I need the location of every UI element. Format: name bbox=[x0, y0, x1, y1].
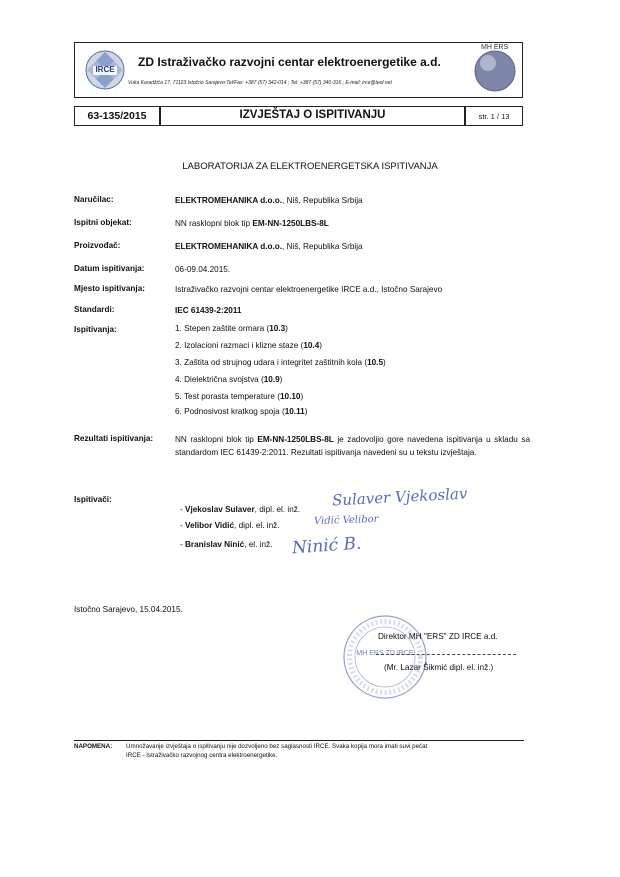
place-date: Istočno Sarajevo, 15.04.2015. bbox=[74, 605, 183, 614]
report-number: 63-135/2015 bbox=[87, 110, 147, 122]
note-label: NAPOMENA: bbox=[74, 743, 113, 750]
test-item bbox=[175, 392, 303, 401]
results-value bbox=[175, 433, 530, 459]
tester-bullet: - bbox=[180, 521, 186, 530]
tester-bullet: - bbox=[180, 505, 186, 514]
ispitivanja-label: Ispitivanja: bbox=[74, 325, 117, 334]
narucilac-name: ELEKTROMEHANIKA d.o.o. bbox=[175, 196, 283, 205]
test-item-text: 4. Dielektrična svojstva ( bbox=[175, 375, 264, 384]
irce-logo-text: IRCE bbox=[95, 65, 115, 74]
tester-item bbox=[180, 521, 280, 530]
note-separator bbox=[74, 740, 524, 741]
test-item-text: 5. Test porasta temperature ( bbox=[175, 392, 280, 401]
narucilac-label: Naručilac: bbox=[74, 195, 114, 204]
standardi-label: Standardi: bbox=[74, 305, 115, 314]
results-label: Rezultati ispitivanja: bbox=[74, 434, 154, 443]
test-item-text: 2. Izolacioni razmaci i klizne staze ( bbox=[175, 341, 304, 350]
tester-title: , dipl. el. inž. bbox=[254, 505, 301, 514]
test-item-end: ) bbox=[319, 341, 322, 350]
test-item-clause: 10.11 bbox=[284, 407, 305, 416]
test-item-clause: 10.5 bbox=[367, 358, 383, 367]
note-line-2: IRCE - Istraživačko razvojnog centra elektroenergetike. bbox=[126, 752, 278, 759]
director-signature-line bbox=[376, 654, 516, 655]
proizvodjac-rest: , Niš, Republika Srbija bbox=[282, 242, 363, 251]
test-item-end: ) bbox=[279, 375, 283, 384]
test-item-clause: 10.4 bbox=[303, 341, 320, 350]
test-item bbox=[175, 324, 288, 333]
signature-sulaver: Sulaver Vjekoslav bbox=[331, 484, 468, 510]
test-item bbox=[175, 407, 307, 416]
test-item-end: ) bbox=[383, 358, 386, 367]
test-item-clause: 10.3 bbox=[269, 324, 286, 333]
report-title: IZVJEŠTAJ O ISPITIVANJU bbox=[239, 109, 386, 121]
mh-ers-logo-text: MH ERS bbox=[481, 44, 509, 51]
tester-title: , dipl. el. inž. bbox=[234, 521, 280, 530]
proizvodjac-value bbox=[175, 240, 530, 253]
director-title: Direktor MH "ERS" ZD IRCE a.d. bbox=[378, 632, 498, 641]
tester-item bbox=[180, 540, 272, 549]
test-item-end: ) bbox=[304, 407, 308, 416]
proizvodjac-label: Proizvođač: bbox=[74, 241, 121, 250]
note-line-1: Umnožavanje izvještaja o ispitivanju nije dozvoljeno bez saglasnosti IRCE. Svaka kopija mora imati suvi pečat bbox=[126, 743, 428, 750]
results-prefix: NN rasklopni blok tip bbox=[175, 435, 258, 444]
mh-ers-logo bbox=[469, 44, 521, 96]
mjesto-label: Mjesto ispitivanja: bbox=[74, 284, 145, 293]
test-item-clause: 10.10 bbox=[279, 392, 301, 401]
tester-bullet: - bbox=[180, 540, 186, 549]
signature-vidic: Vidić Velibor bbox=[313, 513, 379, 528]
org-address: Vuka Karadžića 17, 71123 Istočno Sarajevo;Tel/Fax: +387 (57) 342-014 ; Tel: +387 (57) 340-316 ; E-mail: irce@teol.net bbox=[128, 80, 392, 86]
tester-name: Branislav Ninić bbox=[185, 540, 245, 549]
standardi-value: IEC 61439-2:2011 bbox=[175, 306, 242, 315]
objekat-label: Ispitni objekat: bbox=[74, 218, 132, 227]
test-item-clause: 10.9 bbox=[263, 375, 280, 384]
datum-value: 06-09.04.2015. bbox=[175, 265, 231, 274]
narucilac-rest: , Niš, Republika Srbija bbox=[282, 196, 363, 205]
test-item-text: 3. Zaštita od strujnog udara i integritet zaštitnih kola ( bbox=[175, 358, 368, 367]
org-name: ZD Istraživačko razvojni centar elektroenergetike a.d. bbox=[138, 55, 441, 69]
objekat-prefix: NN rasklopni blok tip bbox=[175, 219, 253, 228]
stamp-text: MH ERS ZD IRCE bbox=[356, 650, 414, 657]
objekat-value bbox=[175, 217, 530, 230]
test-item bbox=[175, 358, 386, 367]
irce-logo bbox=[84, 49, 126, 91]
lab-title: LABORATORIJA ZA ELEKTROENERGETSKA ISPITIVANJA bbox=[182, 161, 438, 172]
letterhead-box bbox=[74, 42, 523, 98]
tester-title: , el. inž. bbox=[244, 540, 273, 549]
datum-label: Datum ispitivanja: bbox=[74, 264, 145, 273]
test-item bbox=[175, 375, 282, 384]
tester-item bbox=[180, 505, 300, 514]
test-item bbox=[175, 341, 322, 350]
test-item-text: 6. Podnosivost kratkog spoja ( bbox=[175, 407, 285, 416]
page-info: str. 1 / 13 bbox=[478, 112, 510, 121]
mjesto-value: Istraživačko razvojni centar elektroenergetike IRCE a.d., Istočno Sarajevo bbox=[175, 285, 443, 294]
test-item-text: 1. Stepen zaštite ormara ( bbox=[175, 324, 270, 333]
tester-name: Velibor Vidić bbox=[185, 521, 235, 530]
director-name: (Mr. Lazar Šikmić dipl. el. inž.) bbox=[384, 663, 494, 672]
results-rest: je zadovoljio gore navedena ispitivanja u skladu sa standardom IEC 61439-2:2011. Rezultati ispitivanja navedeni su u tekstu izvještaja. bbox=[175, 435, 530, 457]
official-stamp bbox=[340, 612, 430, 702]
objekat-type: EM-NN-1250LBS-8L bbox=[252, 219, 329, 228]
test-item-end: ) bbox=[300, 392, 304, 401]
signature-ninic: Ninić B. bbox=[291, 533, 363, 559]
testers-label: Ispitivači: bbox=[74, 495, 112, 504]
narucilac-value bbox=[175, 194, 530, 207]
test-item-end: ) bbox=[285, 324, 288, 333]
results-type: EM-NN-1250LBS-8L bbox=[257, 435, 334, 444]
tester-name: Vjekoslav Sulaver bbox=[185, 505, 255, 514]
proizvodjac-name: ELEKTROMEHANIKA d.o.o. bbox=[175, 242, 283, 251]
